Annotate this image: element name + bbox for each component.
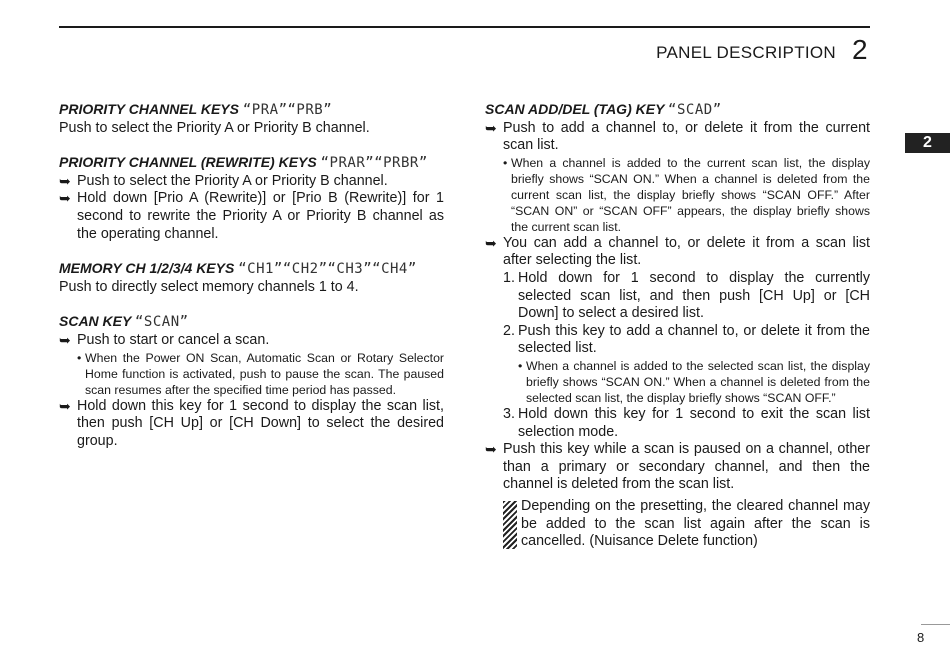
arrow-icon: ➥ bbox=[59, 331, 71, 348]
footer-rule bbox=[921, 624, 950, 625]
dot-note: • When the Power ON Scan, Automatic Scan or Rotary Selector Home function is activated, push to pause the scan. The paused scan resumes after the specified time period has passed. bbox=[77, 350, 444, 397]
priority-channel-keys-section bbox=[59, 101, 444, 137]
section-body: Push to directly select memory channels 1 to 4. bbox=[59, 278, 359, 295]
section-heading: SCAN KEY “SCAN” bbox=[59, 313, 189, 331]
section-body: Push to select the Priority A or Priority B channel. bbox=[59, 119, 370, 136]
arrow-icon: ➥ bbox=[59, 190, 71, 207]
chapter-number: 2 bbox=[852, 34, 868, 65]
arrow-icon: ➥ bbox=[485, 441, 497, 458]
scan-key-section bbox=[59, 313, 444, 450]
arrow-bullet: ➥ Hold down [Prio A (Rewrite)] or [Prio B (Rewrite)] for 1 second to rewrite the Priority A or Priority B channel as the operating channel. bbox=[59, 190, 444, 242]
section-tab: 2 bbox=[905, 133, 950, 153]
dot-note: • When a channel is added to the current scan list, the display briefly shows “SCAN ON.” When a channel is deleted from the current scan list, the display briefly shows “SCAN OFF.” After “SCAN ON” or “SCAN OFF” appears, the display briefly shows the current scan list. bbox=[503, 155, 870, 234]
top-rule bbox=[59, 26, 870, 28]
key-label: “PRA”“PRB” bbox=[242, 102, 333, 118]
key-label: “PRAR”“PRBR” bbox=[320, 155, 428, 172]
key-label: “CH1”“CH2”“CH3”“CH4” bbox=[238, 261, 417, 278]
section-heading: SCAN ADD/DEL (TAG) KEY “SCAD” bbox=[485, 101, 722, 118]
arrow-bullet: ➥ Hold down this key for 1 second to display the scan list, then push [CH Up] or [CH Down] to select the desired group. bbox=[59, 397, 444, 449]
arrow-bullet: ➥ Push to start or cancel a scan. bbox=[59, 331, 270, 348]
numbered-step: 1. Hold down for 1 second to display the currently selected scan list, and then push [CH Up] or [CH Down] to select a desired list. bbox=[503, 269, 870, 322]
numbered-step: 2. Push this key to add a channel to, or delete it from the selected list. bbox=[503, 322, 870, 357]
priority-rewrite-keys-section bbox=[59, 154, 444, 243]
arrow-icon: ➥ bbox=[485, 119, 497, 136]
right-column bbox=[485, 101, 870, 551]
left-column bbox=[59, 101, 444, 467]
page-number: 8 bbox=[917, 630, 925, 645]
bullet-dot-icon: • bbox=[518, 358, 523, 373]
numbered-step: 3. Hold down this key for 1 second to exit the scan list selection mode. bbox=[503, 405, 870, 440]
arrow-bullet: ➥ Push to add a channel to, or delete it from the current scan list. bbox=[485, 119, 870, 154]
memo-note: Depending on the presetting, the cleared channel may be added to the scan list again after the scan is cancelled. (Nuisance Delete function) bbox=[485, 498, 870, 551]
section-heading: PRIORITY CHANNEL KEYS “PRA”“PRB” bbox=[59, 101, 333, 118]
arrow-icon: ➥ bbox=[59, 397, 71, 414]
arrow-bullet: ➥ Push to select the Priority A or Priority B channel. bbox=[59, 172, 388, 189]
arrow-icon: ➥ bbox=[485, 234, 497, 251]
section-heading: MEMORY CH 1/2/3/4 KEYS “CH1”“CH2”“CH3”“CH4” bbox=[59, 260, 417, 278]
memory-ch-keys-section bbox=[59, 260, 444, 296]
key-label: “SCAN” bbox=[134, 314, 189, 331]
bullet-dot-icon: • bbox=[503, 155, 508, 170]
dot-note: • When a channel is added to the selected scan list, the display briefly shows “SCAN ON.” When a channel is deleted from the selected scan list, the display briefly shows “SCAN OFF.” bbox=[518, 358, 870, 405]
page-header-title: PANEL DESCRIPTION bbox=[656, 43, 836, 62]
arrow-bullet: ➥ You can add a channel to, or delete it from a scan list after selecting the list. bbox=[485, 234, 870, 269]
arrow-icon: ➥ bbox=[59, 172, 71, 189]
key-label: “SCAD” bbox=[668, 102, 722, 118]
bullet-dot-icon: • bbox=[77, 350, 82, 365]
memo-hatch-icon bbox=[503, 501, 517, 549]
arrow-bullet: ➥ Push this key while a scan is paused on a channel, other than a primary or secondary channel, and then the channel is deleted from the scan list. bbox=[485, 441, 870, 493]
section-heading: PRIORITY CHANNEL (REWRITE) KEYS “PRAR”“PRBR” bbox=[59, 154, 428, 172]
